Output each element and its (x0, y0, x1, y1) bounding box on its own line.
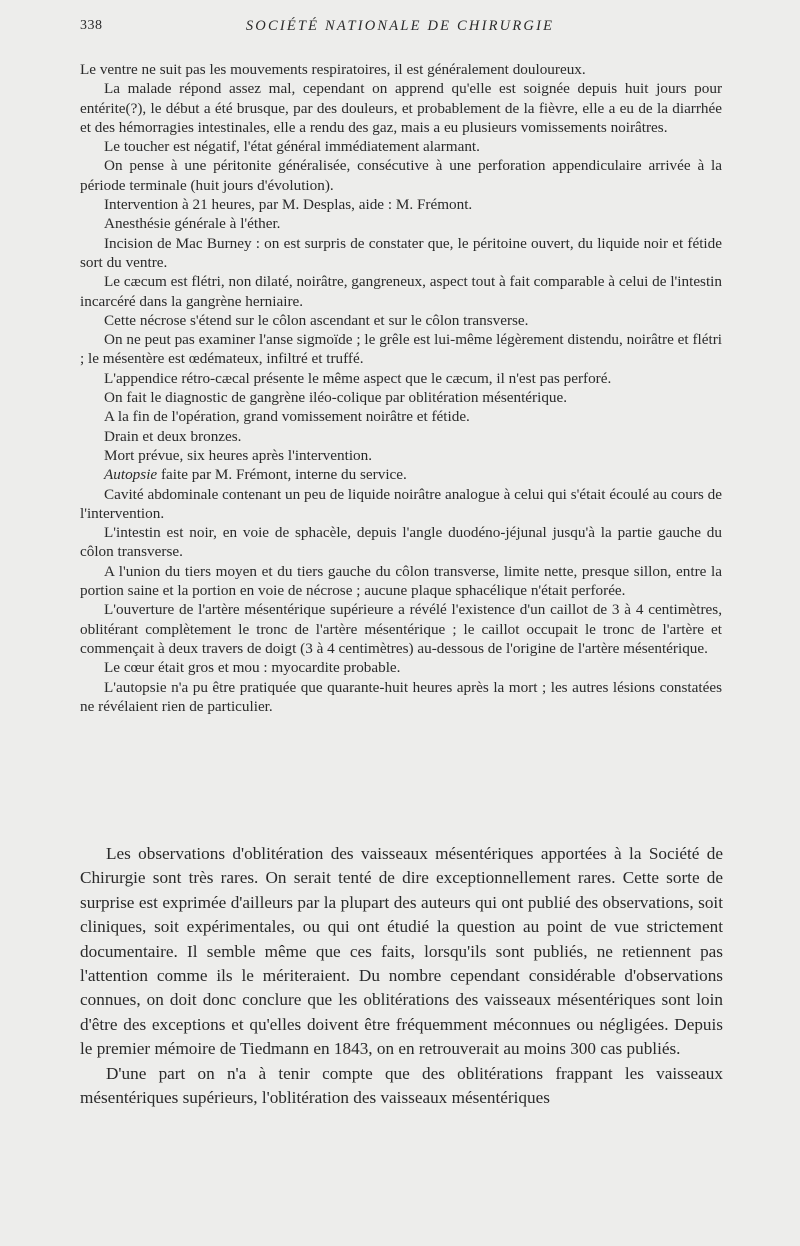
paragraph-text: Cavité abdominale contenant un peu de liquide noirâtre analogue à celui qui s'était écoulé au cours de l'intervention. (80, 485, 722, 522)
paragraph-text: Incision de Mac Burney : on est surpris de constater que, le péritoine ouvert, du liquide noir et fétide sort du ventre. (80, 234, 722, 271)
paragraph-text: A la fin de l'opération, grand vomissement noirâtre et fétide. (104, 408, 470, 426)
paragraph-text: On ne peut pas examiner l'anse sigmoïde ; le grêle est lui-même légèrement distendu, noirâtre et flétri ; le mésentère est œdémateux, infiltré et truffé. (80, 331, 722, 368)
body-paragraph (80, 1062, 723, 1111)
page-header (80, 18, 720, 40)
observation-paragraph (80, 60, 722, 79)
paragraph-text: Les observations d'oblitération des vaisseaux mésentériques apportées à la Société de Chirurgie sont très rares. On serait tenté de dire exceptionnellement rares. Cette sorte de surprise est exprimée d'ailleurs par la plupart des auteurs qui ont publié des observations, soit cliniques, soit expérimentales, ou qui ont étudié la question au point de vue strictement documentaire. Il semble même que ces faits, lorsqu'ils sont publiés, ne retiennent pas l'attention comme ils le mériteraient. Du nombre cependant considérable d'observations connues, on doit donc conclure que les oblitérations des vaisseaux mésentériques sont loin d'être des exceptions et qu'elles doivent être fréquemment méconnues ou négligées. Depuis le premier mémoire de Tiedmann en 1843, on en retrouverait au moins 300 cas publiés. (80, 844, 723, 1059)
observation-paragraph (80, 195, 722, 214)
observation-paragraph (80, 523, 722, 562)
observation-paragraph (80, 407, 722, 426)
observation-paragraph (80, 369, 722, 388)
observation-paragraph (80, 427, 722, 446)
observation-paragraph (80, 137, 722, 156)
observation-paragraph (80, 388, 722, 407)
observation-section (80, 60, 722, 716)
body-paragraph (80, 842, 723, 1062)
paragraph-text: L'autopsie n'a pu être pratiquée que quarante-huit heures après la mort ; les autres lésions constatées ne révélaient rien de particulier. (80, 678, 722, 715)
paragraph-text: A l'union du tiers moyen et du tiers gauche du côlon transverse, limite nette, presque sillon, entre la portion saine et la portion en voie de nécrose ; aucune plaque sphacélique n'était perforée. (80, 562, 722, 600)
body-section (80, 842, 723, 1110)
running-title: SOCIÉTÉ NATIONALE DE CHIRURGIE (245, 18, 555, 34)
paragraph-text: Le ventre ne suit pas les mouvements respiratoires, il est généralement douloureux. (80, 61, 586, 78)
paragraph-text: On fait le diagnostic de gangrène iléo-colique par oblitération mésentérique. (104, 389, 568, 407)
paragraph-text: L'ouverture de l'artère mésentérique supérieure a révélé l'existence d'un caillot de 3 à 4 centimètres, oblitérant complètement le tronc de l'artère mésentérique ; le caillot occupait le tronc de l'artère et commençait à deux travers de doigt (3 à 4 centimètres) au-dessous de l'origine de l'artère mésentérique. (80, 601, 722, 657)
paragraph-text: Le toucher est négatif, l'état général immédiatement alarmant. (104, 138, 480, 156)
observation-paragraph (80, 600, 722, 658)
observation-paragraph (80, 658, 722, 677)
italic-term: Autopsie (104, 466, 158, 484)
observation-paragraph (80, 678, 722, 717)
observation-paragraph (80, 234, 722, 273)
observation-paragraph (80, 214, 722, 233)
paragraph-text: Le cœur était gros et mou : myocardite probable. (104, 659, 401, 677)
paragraph-text: La malade répond assez mal, cependant on apprend qu'elle est soignée depuis huit jours pour entérite(?), le début a été brusque, par des douleurs, et probablement de la fièvre, elle a eu de la diarrhée et des hémorragies intestinales, elle a rendu des gaz, mais a eu plusieurs vomissements noirâtres. (80, 80, 722, 136)
paragraph-text: D'une part on n'a à tenir compte que des oblitérations frappant les vaisseaux mésentériques supérieurs, l'oblitération des vaisseaux mésentériques (80, 1063, 723, 1108)
observation-paragraph (80, 485, 722, 524)
paragraph-text: On pense à une péritonite généralisée, consécutive à une perforation appendiculaire arrivée à la période terminale (huit jours d'évolution). (80, 157, 722, 194)
paragraph-text: L'appendice rétro-cæcal présente le même aspect que le cæcum, il n'est pas perforé. (104, 369, 612, 387)
paragraph-text: Le cæcum est flétri, non dilaté, noirâtre, gangreneux, aspect tout à fait comparable à celui de l'intestin incarcéré dans la gangrène herniaire. (80, 273, 722, 310)
observation-paragraph (80, 156, 722, 195)
paragraph-text: faite par M. Frémont, interne du service. (157, 466, 407, 484)
page-number: 338 (80, 18, 103, 33)
paragraph-text: Anesthésie générale à l'éther. (104, 215, 281, 233)
paragraph-text: Mort prévue, six heures après l'intervention. (104, 446, 373, 464)
paragraph-text: Intervention à 21 heures, par M. Desplas, aide : M. Frémont. (104, 196, 473, 214)
observation-paragraph (80, 79, 722, 137)
paragraph-text: Drain et deux bronzes. (104, 427, 242, 445)
paragraph-text: Cette nécrose s'étend sur le côlon ascendant et sur le côlon transverse. (104, 311, 529, 329)
observation-paragraph (80, 272, 722, 311)
paragraph-text: L'intestin est noir, en voie de sphacèle, depuis l'angle duodéno-jéjunal jusqu'à la partie gauche du côlon transverse. (80, 524, 722, 561)
observation-paragraph (80, 330, 722, 369)
observation-paragraph (80, 311, 722, 330)
observation-paragraph (80, 446, 722, 465)
observation-paragraph (80, 562, 722, 601)
observation-paragraph (80, 465, 722, 484)
